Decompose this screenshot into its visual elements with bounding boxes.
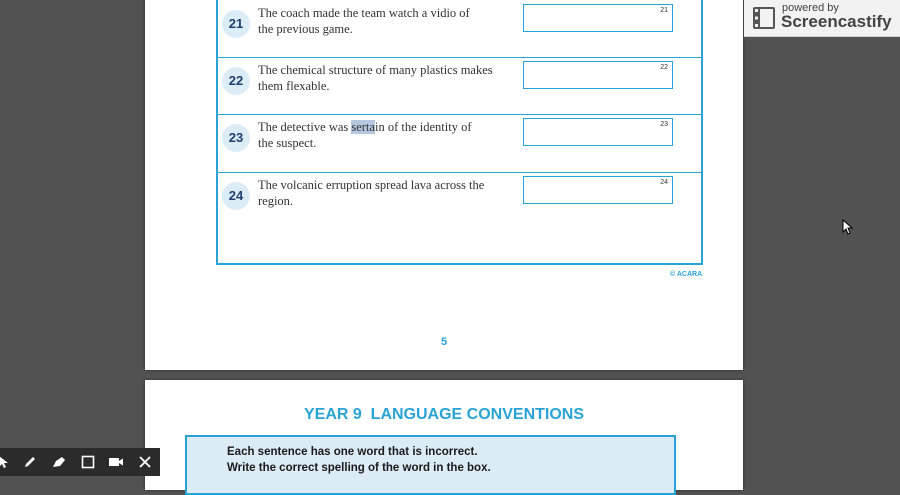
question-text-after: in of the identity of: [374, 120, 472, 134]
powered-by-label: powered by: [782, 2, 839, 14]
annotation-toolbar: [0, 448, 160, 476]
question-number: 21: [222, 10, 250, 38]
rectangle-icon[interactable]: [80, 454, 96, 470]
question-number: 23: [222, 124, 250, 152]
film-strip-icon: [752, 6, 776, 30]
question-line: The volcanic erruption spread lava across the: [258, 178, 485, 192]
answer-box-number: 22: [660, 64, 668, 71]
camera-icon[interactable]: [108, 454, 124, 470]
document-page-6: [145, 380, 743, 490]
question-text: [258, 119, 508, 151]
page-number: 5: [440, 336, 448, 348]
section-title: YEAR 9 LANGUAGE CONVENTIONS: [303, 406, 585, 423]
question-number: 22: [222, 67, 250, 95]
screencastify-badge: [744, 0, 900, 37]
question-row-24: [218, 172, 701, 229]
answer-box-number: 23: [660, 121, 668, 128]
question-line: region.: [258, 194, 294, 208]
answer-box-number: 24: [660, 179, 668, 186]
selected-text-highlight[interactable]: serta: [351, 120, 375, 134]
instruction-line: Write the correct spelling of the word in the box.: [227, 462, 491, 474]
question-row-21: [218, 0, 701, 58]
highlighter-icon[interactable]: [51, 454, 67, 470]
instruction-line: Each sentence has one word that is incorrect.: [227, 446, 478, 458]
pen-icon[interactable]: [22, 454, 38, 470]
document-page-5: [145, 0, 743, 370]
copyright-label: © ACARA: [670, 271, 703, 278]
mouse-pointer-icon: [842, 219, 854, 235]
question-text: [258, 62, 508, 94]
question-number: 24: [222, 182, 250, 210]
answer-box-number: 21: [660, 7, 668, 14]
question-line: the previous game.: [258, 22, 353, 36]
instructions-box: [185, 435, 676, 495]
question-text: [258, 177, 508, 209]
question-text-before: The detective was: [258, 120, 352, 134]
question-row-22: [218, 57, 701, 115]
question-box: [216, 0, 703, 265]
cursor-icon[interactable]: [0, 454, 12, 470]
question-row-23: [218, 114, 701, 173]
question-line: them flexable.: [258, 79, 330, 93]
question-text: [258, 5, 508, 37]
answer-box-22[interactable]: [523, 61, 673, 89]
brand-name: Screencastify: [781, 12, 892, 31]
close-icon[interactable]: [137, 454, 153, 470]
answer-box-24[interactable]: [523, 176, 673, 204]
question-line: The chemical structure of many plastics makes: [258, 63, 493, 77]
answer-box-23[interactable]: [523, 118, 673, 146]
question-line: The coach made the team watch a vidio of: [258, 6, 470, 20]
question-line: the suspect.: [258, 136, 317, 150]
answer-box-21[interactable]: [523, 4, 673, 32]
